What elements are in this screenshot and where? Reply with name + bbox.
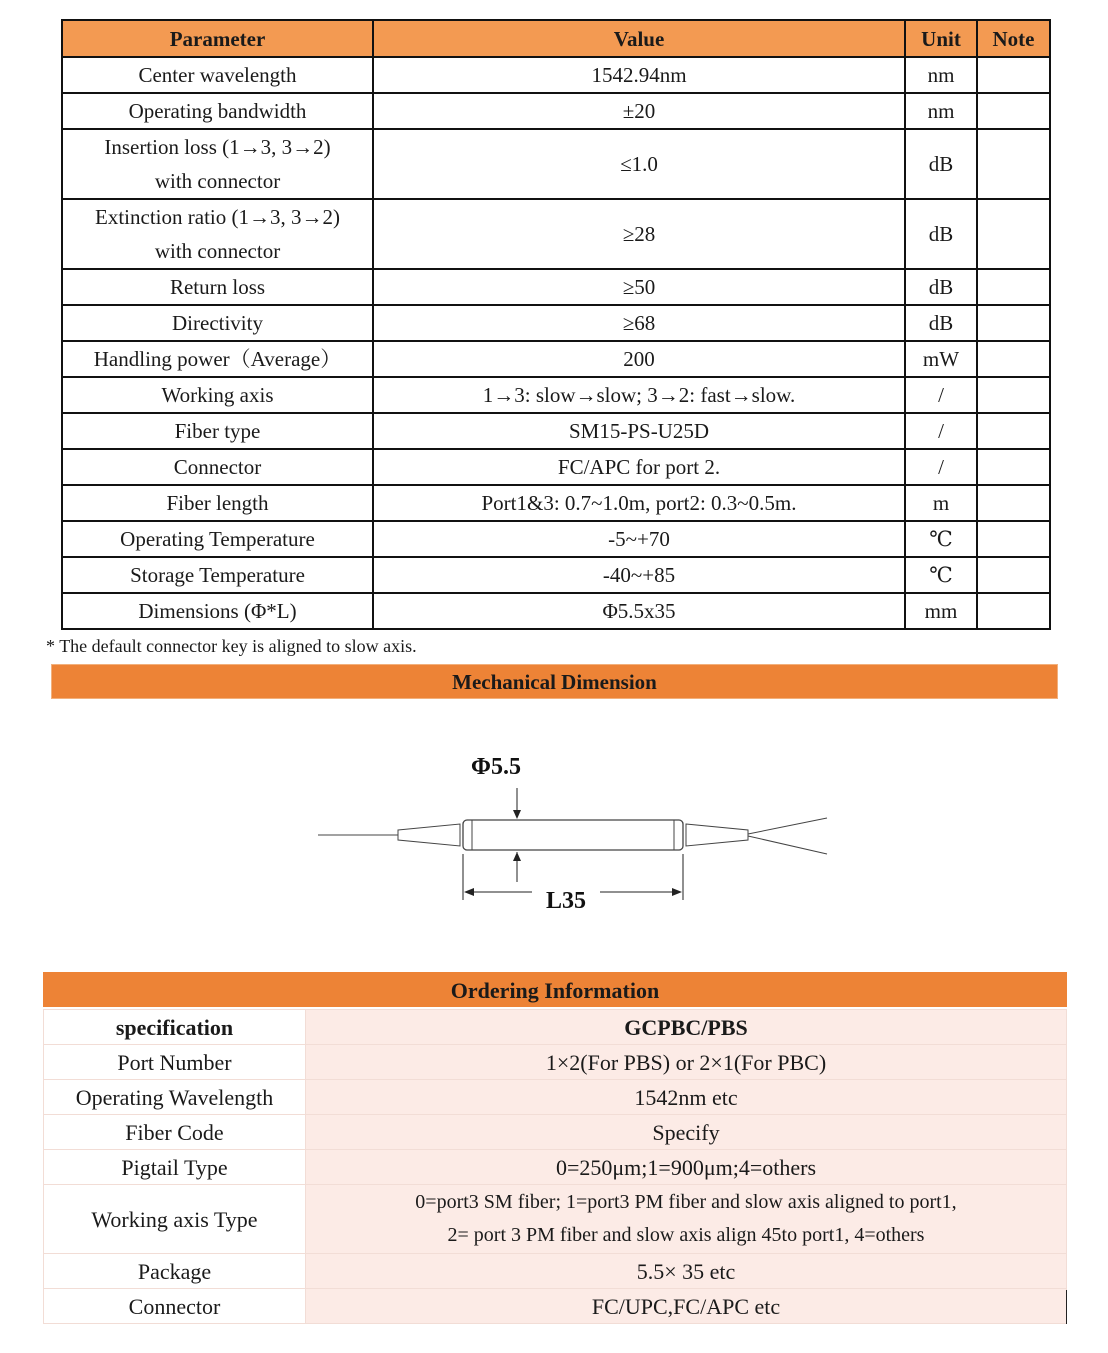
table-row	[62, 199, 1050, 269]
unit-cell: /	[905, 413, 977, 449]
table-row	[62, 593, 1050, 629]
table-row	[62, 377, 1050, 413]
order-label-cell: specification	[44, 1010, 306, 1045]
left-boot	[398, 824, 460, 846]
value-cell: 200	[373, 341, 905, 377]
unit-cell: m	[905, 485, 977, 521]
header-unit: Unit	[905, 20, 977, 57]
table-row	[44, 1045, 1067, 1080]
table-row	[62, 413, 1050, 449]
order-label-cell: Package	[44, 1254, 306, 1289]
param-cell: Fiber type	[62, 413, 373, 449]
footnote	[46, 636, 417, 657]
table-row	[62, 129, 1050, 199]
order-value-line-2: 2= port 3 PM fiber and slow axis align 45to port1, 4=others	[447, 1224, 925, 1246]
right-fiber-2	[748, 836, 827, 854]
table-row	[44, 1150, 1067, 1185]
length-label: L35	[545, 888, 587, 914]
param-line-1: Insertion loss (1→3, 3→2)	[104, 135, 331, 159]
note-cell	[977, 593, 1050, 629]
unit-cell: dB	[905, 129, 977, 199]
unit-cell: nm	[905, 93, 977, 129]
unit-cell: nm	[905, 57, 977, 93]
table-row	[44, 1115, 1067, 1150]
ordering-information-header: Ordering Information	[43, 972, 1067, 1007]
order-value-cell: 1542nm etc	[306, 1080, 1067, 1115]
order-label-cell: Fiber Code	[44, 1115, 306, 1150]
param-cell: Return loss	[62, 269, 373, 305]
note-cell	[977, 557, 1050, 593]
order-label-cell: Connector	[44, 1289, 306, 1324]
param-cell: Dimensions (Φ*L)	[62, 593, 373, 629]
order-value-cell: 5.5× 35 etc	[306, 1254, 1067, 1289]
param-cell: Working axis	[62, 377, 373, 413]
unit-cell: /	[905, 377, 977, 413]
note-cell	[977, 485, 1050, 521]
param-cell: Directivity	[62, 305, 373, 341]
unit-cell: mW	[905, 341, 977, 377]
param-cell: Connector	[62, 449, 373, 485]
unit-cell: ℃	[905, 557, 977, 593]
order-value-cell: FC/UPC,FC/APC etc	[306, 1289, 1067, 1324]
footnote-text: The default connector key is aligned to slow axis.	[59, 636, 417, 656]
note-cell	[977, 93, 1050, 129]
mechanical-drawing	[300, 740, 840, 920]
value-cell: SM15-PS-U25D	[373, 413, 905, 449]
value-cell: Port1&3: 0.7~1.0m, port2: 0.3~0.5m.	[373, 485, 905, 521]
param-cell: Handling power（Average）	[62, 341, 373, 377]
note-cell	[977, 199, 1050, 269]
param-cell: Fiber length	[62, 485, 373, 521]
param-cell: Storage Temperature	[62, 557, 373, 593]
param-line-2: with connector	[154, 169, 281, 193]
table-row	[44, 1010, 1067, 1045]
table-row	[62, 305, 1050, 341]
table-row	[62, 521, 1050, 557]
note-cell	[977, 521, 1050, 557]
table-row	[62, 93, 1050, 129]
param-cell: Operating Temperature	[62, 521, 373, 557]
unit-cell: ℃	[905, 521, 977, 557]
param-cell	[62, 199, 373, 269]
table-row	[62, 269, 1050, 305]
unit-cell: /	[905, 449, 977, 485]
table-row	[62, 57, 1050, 93]
value-cell: ≥68	[373, 305, 905, 341]
spec-table	[61, 19, 1051, 630]
order-value-cell	[306, 1185, 1067, 1254]
value-cell: 1→3: slow→slow; 3→2: fast→slow.	[373, 377, 905, 413]
right-fiber-1	[748, 818, 827, 834]
note-cell	[977, 377, 1050, 413]
note-cell	[977, 341, 1050, 377]
order-value-cell: 1×2(For PBS) or 2×1(For PBC)	[306, 1045, 1067, 1080]
value-cell: -40~+85	[373, 557, 905, 593]
value-cell: ≤1.0	[373, 129, 905, 199]
param-line-1: Extinction ratio (1→3, 3→2)	[95, 205, 340, 229]
order-label-cell: Working axis Type	[44, 1185, 306, 1254]
note-cell	[977, 449, 1050, 485]
table-row	[44, 1185, 1067, 1254]
order-label-cell: Operating Wavelength	[44, 1080, 306, 1115]
header-note: Note	[977, 20, 1050, 57]
device-body	[463, 820, 683, 850]
note-cell	[977, 305, 1050, 341]
order-value-cell: Specify	[306, 1115, 1067, 1150]
order-value-cell: 0=250μm;1=900μm;4=others	[306, 1150, 1067, 1185]
table-row	[62, 341, 1050, 377]
value-cell: Φ5.5x35	[373, 593, 905, 629]
diameter-label: Φ5.5	[471, 754, 521, 780]
param-cell	[62, 129, 373, 199]
header-value: Value	[373, 20, 905, 57]
right-boot	[686, 824, 748, 846]
note-cell	[977, 413, 1050, 449]
footnote-mark: *	[46, 636, 55, 656]
note-cell	[977, 129, 1050, 199]
table-row	[44, 1289, 1067, 1324]
value-cell: ±20	[373, 93, 905, 129]
table-row	[44, 1080, 1067, 1115]
ordering-table	[43, 1009, 1067, 1324]
unit-cell: dB	[905, 305, 977, 341]
param-cell: Operating bandwidth	[62, 93, 373, 129]
unit-cell: mm	[905, 593, 977, 629]
order-label-cell: Pigtail Type	[44, 1150, 306, 1185]
table-row	[62, 557, 1050, 593]
param-cell: Center wavelength	[62, 57, 373, 93]
unit-cell: dB	[905, 199, 977, 269]
table-edge-line	[1066, 1290, 1067, 1324]
value-cell: FC/APC for port 2.	[373, 449, 905, 485]
value-cell: ≥28	[373, 199, 905, 269]
note-cell	[977, 269, 1050, 305]
table-row	[62, 449, 1050, 485]
table-row	[62, 485, 1050, 521]
header-parameter: Parameter	[62, 20, 373, 57]
note-cell	[977, 57, 1050, 93]
table-row	[44, 1254, 1067, 1289]
order-value-cell: GCPBC/PBS	[306, 1010, 1067, 1045]
param-line-2: with connector	[154, 239, 281, 263]
spec-header-row	[62, 20, 1050, 57]
value-cell: -5~+70	[373, 521, 905, 557]
mechanical-dimension-header: Mechanical Dimension	[51, 664, 1058, 699]
unit-cell: dB	[905, 269, 977, 305]
order-label-cell: Port Number	[44, 1045, 306, 1080]
value-cell: 1542.94nm	[373, 57, 905, 93]
order-value-line-1: 0=port3 SM fiber; 1=port3 PM fiber and slow axis aligned to port1,	[415, 1191, 957, 1213]
value-cell: ≥50	[373, 269, 905, 305]
